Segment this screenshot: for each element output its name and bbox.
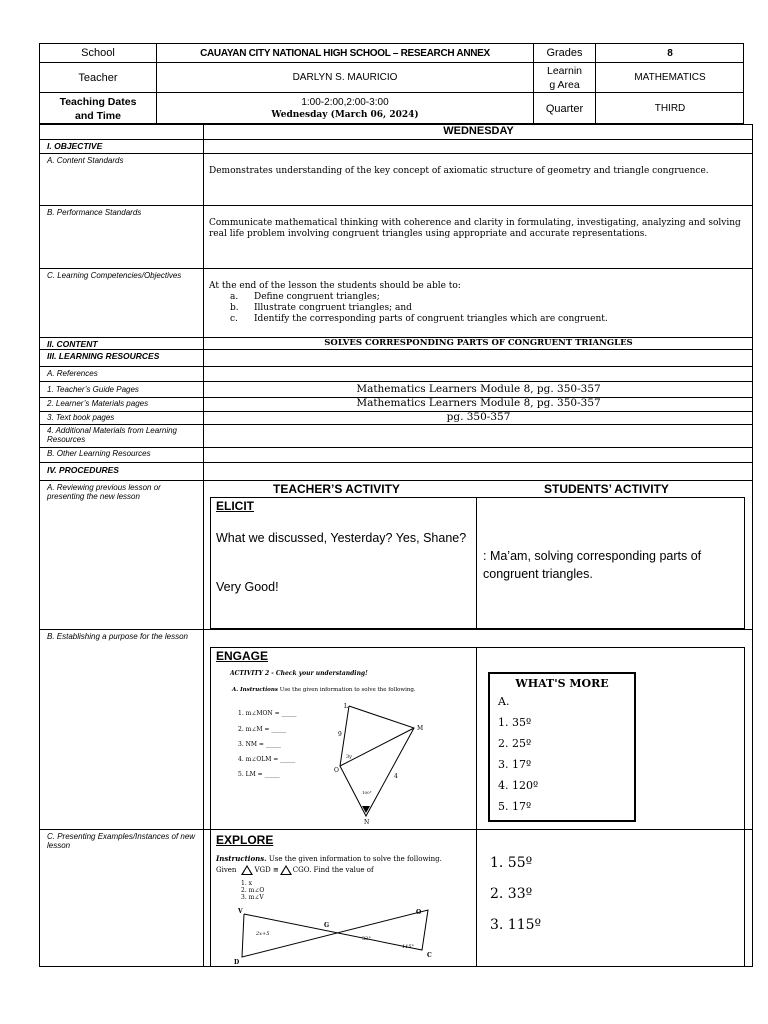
- whats-more-box: [488, 672, 636, 822]
- review-label: A. Reviewing previous lesson or presenting the new lesson: [47, 483, 161, 501]
- grades-label: Grades: [546, 47, 583, 59]
- teacher-value: DARLYN S. MAURICIO: [292, 72, 398, 83]
- teacher-activity-heading: TEACHER’S ACTIVITY: [273, 482, 400, 496]
- examples-label: C. Presenting Examples/Instances of new lesson: [47, 832, 196, 850]
- explore-title: EXPLORE: [216, 833, 274, 847]
- learning-area-label-2: g Area: [549, 78, 580, 91]
- objective-heading: I. OBJECTIVE: [47, 141, 103, 151]
- engage-item: 3. NM = _____: [238, 741, 281, 748]
- explore-bowtie-diagram: [232, 900, 462, 966]
- students-activity-heading: STUDENTS’ ACTIVITY: [544, 482, 669, 496]
- competencies-list: [230, 292, 608, 325]
- quarter-label: Quarter: [545, 102, 584, 115]
- competency-text: Illustrate congruent triangles; and: [254, 303, 412, 313]
- competency-letter: a.: [230, 292, 239, 302]
- dates-day: Wednesday (March 06, 2024): [271, 109, 419, 120]
- competency-item: [230, 292, 608, 303]
- school-label: School: [81, 47, 115, 59]
- engage-item: 2. m∠M = _____: [238, 726, 287, 733]
- diagram-label-115: 115°: [402, 944, 415, 950]
- references-label: A. References: [47, 369, 98, 378]
- engage-triangle-diagram: [226, 666, 468, 826]
- diagram-label-o: O: [334, 767, 339, 774]
- engage-activity-image: [226, 666, 468, 826]
- whats-more-answer: 2. 25º: [498, 737, 532, 750]
- diagram-label-o: O: [416, 909, 422, 916]
- performance-standards-text: Communicate mathematical thinking with coherence and clarity in formulating, investigating, analyzing and solving real life problem involving congruent triangles using appropriate and accurate representations.: [209, 218, 741, 239]
- tb-label: 3. Text book pages: [47, 413, 115, 422]
- lm-label: 2. Learner’s Materials pages: [47, 399, 149, 408]
- diagram-label-3y: 3y: [346, 754, 353, 760]
- triangle-icon: [241, 865, 253, 875]
- diagram-label-l: L: [344, 703, 348, 710]
- teacher-label: Teacher: [78, 71, 118, 84]
- triangle-icon: [280, 865, 292, 875]
- diagram-label-100: 100°: [362, 790, 372, 795]
- learning-area-label: [534, 63, 595, 92]
- whats-more-answer: 4. 120º: [498, 779, 539, 792]
- engage-item: 1. m∠MON = _____: [238, 710, 297, 717]
- whats-more-answer: 3. 17º: [498, 758, 532, 771]
- diagram-label-4: 4: [394, 773, 398, 780]
- explore-item: 3. m∠V: [241, 894, 264, 901]
- competency-letter: c.: [230, 314, 238, 324]
- competency-item: [230, 303, 608, 314]
- explore-instructions-bold: Instructions.: [216, 854, 267, 863]
- explore-given-1: Given: [216, 866, 237, 874]
- elicit-praise: Very Good!: [216, 580, 279, 594]
- explore-instructions: [216, 854, 442, 863]
- diagram-label-2x5: 2x+5: [256, 931, 270, 937]
- diagram-label-c: C: [427, 952, 432, 959]
- competency-letter: b.: [230, 303, 239, 313]
- tg-value: Mathematics Learners Module 8, pg. 350-357: [356, 383, 601, 395]
- competencies-label: C. Learning Competencies/Objectives: [47, 271, 182, 280]
- whats-more-title: WHAT'S MORE: [515, 677, 609, 690]
- procedures-heading: IV. PROCEDURES: [47, 465, 119, 475]
- engage-title: ENGAGE: [216, 649, 269, 663]
- content-value: SOLVES CORRESPONDING PARTS OF CONGRUENT TRIANGLES: [324, 338, 633, 348]
- diagram-label-d: D: [234, 959, 240, 966]
- grades-value: 8: [667, 47, 673, 59]
- explore-given-2: VGD ≅: [254, 866, 279, 874]
- engage-item: 4. m∠OLM = _____: [238, 756, 296, 763]
- explore-items: [241, 880, 264, 901]
- engage-instructions-bold: A. Instructions: [232, 687, 278, 693]
- diagram-label-9: 9: [338, 731, 342, 738]
- bowtie-lines: [242, 910, 428, 957]
- additional-label: 4. Additional Materials from Learning Resources: [47, 426, 177, 444]
- whats-more-sub: A.: [498, 695, 510, 708]
- learning-area-value: MATHEMATICS: [634, 72, 706, 83]
- lm-value: Mathematics Learners Module 8, pg. 350-357: [356, 397, 601, 409]
- learning-area-label-1: Learnin: [546, 64, 583, 77]
- content-standards-label: A. Content Standards: [47, 156, 124, 165]
- elicit-title: ELICIT: [216, 499, 254, 513]
- diagram-label-g: G: [324, 922, 330, 929]
- whats-more-answer: 5. 17º: [498, 800, 532, 813]
- explore-answer: 2. 33º: [490, 886, 533, 902]
- explore-given: [216, 865, 374, 875]
- resources-heading: III. LEARNING RESOURCES: [47, 351, 160, 361]
- explore-given-3: CGO. Find the value of: [292, 866, 374, 874]
- explore-item: 2. m∠O: [241, 887, 265, 894]
- content-standards-text: Demonstrates understanding of the key concept of axiomatic structure of geometry and triangle congruence.: [209, 166, 709, 176]
- explore-item: 1. x: [241, 880, 253, 887]
- triangle-lines: [340, 706, 414, 816]
- explore-instructions-rest: Use the given information to solve the following.: [266, 855, 442, 863]
- dates-label: [40, 93, 156, 124]
- whats-more-answer: 1. 35º: [498, 716, 532, 729]
- tg-label: 1. Teacher’s Guide Pages: [47, 385, 139, 394]
- diagram-label-n: N: [364, 819, 370, 826]
- other-label: B. Other Learning Resources: [47, 449, 151, 458]
- competency-text: Define congruent triangles;: [254, 292, 380, 302]
- dates-label-2: and Time: [75, 109, 121, 122]
- competencies-intro: At the end of the lesson the students should be able to:: [209, 281, 461, 291]
- diagram-label-m: M: [417, 725, 424, 732]
- elicit-answer: : Ma’am, solving corresponding parts of congruent triangles.: [483, 549, 702, 581]
- day-heading: WEDNESDAY: [443, 125, 514, 137]
- diagram-label-33: 33°: [362, 936, 371, 942]
- competency-text: Identify the corresponding parts of congruent triangles which are congruent.: [254, 314, 608, 324]
- tb-value: pg. 350-357: [446, 411, 511, 423]
- angle-mark: [362, 806, 370, 813]
- purpose-label: B. Establishing a purpose for the lesson: [47, 632, 188, 641]
- quarter-value: THIRD: [654, 103, 686, 114]
- explore-answer: 3. 115º: [490, 917, 542, 933]
- school-value: CAUAYAN CITY NATIONAL HIGH SCHOOL – RESEARCH ANNEX: [200, 47, 490, 59]
- competency-item: [230, 314, 608, 325]
- engage-item: 5. LM = _____: [238, 771, 280, 778]
- dates-time: 1:00-2:00,2:00-3:00: [301, 96, 389, 108]
- explore-answer: 1. 55º: [490, 855, 533, 871]
- content-heading: II. CONTENT: [47, 339, 98, 349]
- triangle-diagonal: [340, 728, 414, 766]
- performance-standards-label: B. Performance Standards: [47, 208, 142, 217]
- dates-label-1: Teaching Dates: [59, 95, 137, 108]
- diagram-label-v: V: [238, 908, 243, 915]
- engage-activity-title: ACTIVITY 2 - Check your understanding!: [230, 670, 368, 677]
- engage-instructions-rest: Use the given information to solve the following.: [277, 687, 416, 693]
- dates-value: [157, 93, 533, 124]
- elicit-question: What we discussed, Yesterday? Yes, Shane?: [216, 531, 467, 545]
